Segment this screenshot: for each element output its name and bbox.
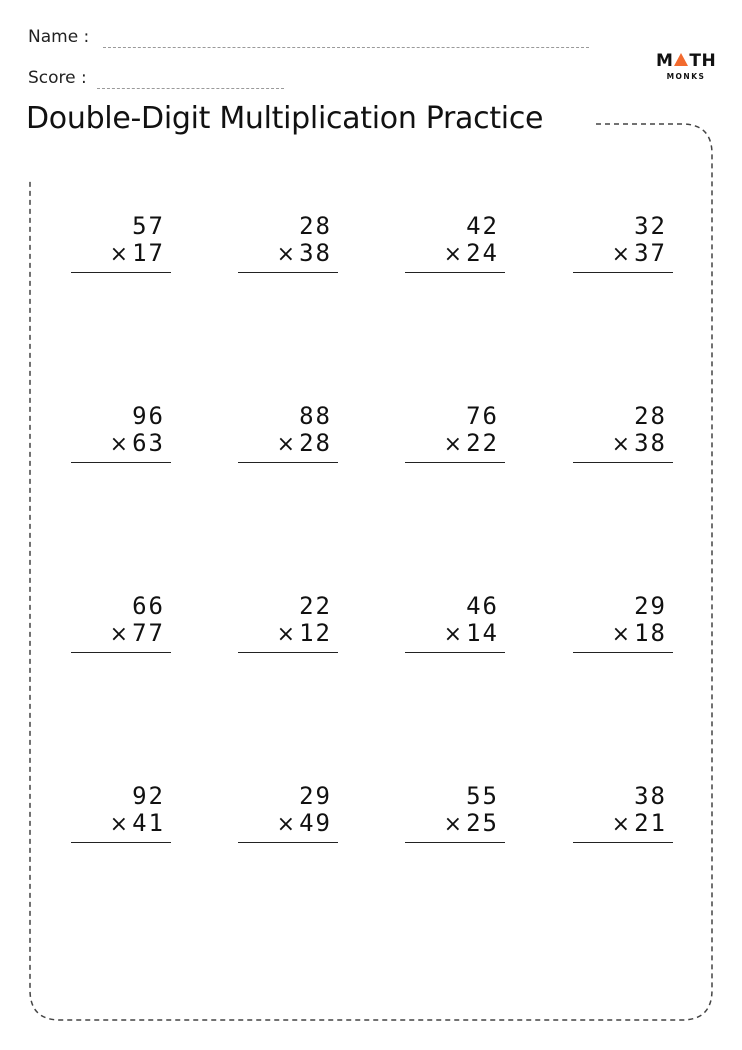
multiplier: 22 xyxy=(466,429,499,457)
times-icon: × xyxy=(276,242,298,267)
problem-1 xyxy=(71,212,171,274)
multiplicand: 29 xyxy=(634,592,667,620)
problem-2 xyxy=(238,212,338,274)
logo-letters-th: TH xyxy=(689,51,717,71)
multiplier-row xyxy=(612,239,667,269)
multiplier-row xyxy=(277,239,332,269)
multiplier: 14 xyxy=(466,619,499,647)
answer-line xyxy=(238,272,338,273)
problem-4 xyxy=(573,212,673,274)
answer-line xyxy=(71,652,171,653)
answer-line xyxy=(573,842,673,843)
multiplier-row xyxy=(444,239,499,269)
name-label: Name : xyxy=(28,27,90,47)
times-icon: × xyxy=(443,242,465,267)
multiplier-row xyxy=(444,809,499,839)
answer-line xyxy=(405,272,505,273)
problem-14 xyxy=(238,782,338,844)
times-icon: × xyxy=(611,242,633,267)
answer-line xyxy=(238,652,338,653)
problem-3 xyxy=(405,212,505,274)
times-icon: × xyxy=(611,432,633,457)
problem-7 xyxy=(405,402,505,464)
multiplier-row xyxy=(277,809,332,839)
multiplicand: 66 xyxy=(132,592,165,620)
multiplier: 28 xyxy=(299,429,332,457)
multiplier: 77 xyxy=(132,619,165,647)
times-icon: × xyxy=(443,432,465,457)
multiplier-row xyxy=(444,429,499,459)
answer-line xyxy=(238,462,338,463)
answer-line xyxy=(71,462,171,463)
answer-line xyxy=(405,842,505,843)
multiplier-row xyxy=(277,619,332,649)
problem-13 xyxy=(71,782,171,844)
times-icon: × xyxy=(276,812,298,837)
times-icon: × xyxy=(276,432,298,457)
multiplier-row xyxy=(444,619,499,649)
multiplicand: 96 xyxy=(132,402,165,430)
multiplier-row xyxy=(612,809,667,839)
multiplicand: 55 xyxy=(466,782,499,810)
problem-12 xyxy=(573,592,673,654)
multiplier: 49 xyxy=(299,809,332,837)
times-icon: × xyxy=(109,242,131,267)
problem-10 xyxy=(238,592,338,654)
score-label: Score : xyxy=(28,68,87,88)
multiplicand: 38 xyxy=(634,782,667,810)
answer-line xyxy=(238,842,338,843)
problem-5 xyxy=(71,402,171,464)
multiplier: 38 xyxy=(299,239,332,267)
multiplier-row xyxy=(110,809,165,839)
multiplier: 18 xyxy=(634,619,667,647)
answer-line xyxy=(71,842,171,843)
multiplier-row xyxy=(110,239,165,269)
times-icon: × xyxy=(276,622,298,647)
multiplier-row xyxy=(110,619,165,649)
multiplier-row xyxy=(277,429,332,459)
times-icon: × xyxy=(109,432,131,457)
multiplicand: 92 xyxy=(132,782,165,810)
page-title: Double-Digit Multiplication Practice xyxy=(26,101,544,136)
multiplier-row xyxy=(110,429,165,459)
times-icon: × xyxy=(611,622,633,647)
logo-subtitle: MONKS xyxy=(666,72,706,81)
times-icon: × xyxy=(611,812,633,837)
times-icon: × xyxy=(109,622,131,647)
multiplier: 24 xyxy=(466,239,499,267)
answer-line xyxy=(573,462,673,463)
answer-line xyxy=(573,652,673,653)
times-icon: × xyxy=(109,812,131,837)
multiplicand: 88 xyxy=(299,402,332,430)
answer-line xyxy=(405,462,505,463)
problem-9 xyxy=(71,592,171,654)
multiplier: 63 xyxy=(132,429,165,457)
multiplicand: 46 xyxy=(466,592,499,620)
multiplicand: 42 xyxy=(466,212,499,240)
problem-15 xyxy=(405,782,505,844)
multiplier: 37 xyxy=(634,239,667,267)
problem-16 xyxy=(573,782,673,844)
multiplier-row xyxy=(612,429,667,459)
multiplier: 17 xyxy=(132,239,165,267)
multiplicand: 76 xyxy=(466,402,499,430)
multiplier: 21 xyxy=(634,809,667,837)
answer-line xyxy=(405,652,505,653)
multiplier: 25 xyxy=(466,809,499,837)
answer-line xyxy=(573,272,673,273)
multiplier: 41 xyxy=(132,809,165,837)
answer-line xyxy=(71,272,171,273)
problem-6 xyxy=(238,402,338,464)
times-icon: × xyxy=(443,812,465,837)
problem-11 xyxy=(405,592,505,654)
multiplier: 38 xyxy=(634,429,667,457)
multiplicand: 32 xyxy=(634,212,667,240)
multiplicand: 28 xyxy=(299,212,332,240)
multiplicand: 22 xyxy=(299,592,332,620)
logo-letter-m: M xyxy=(656,51,674,71)
multiplier: 12 xyxy=(299,619,332,647)
times-icon: × xyxy=(443,622,465,647)
problem-8 xyxy=(573,402,673,464)
multiplicand: 28 xyxy=(634,402,667,430)
multiplicand: 57 xyxy=(132,212,165,240)
multiplicand: 29 xyxy=(299,782,332,810)
multiplier-row xyxy=(612,619,667,649)
